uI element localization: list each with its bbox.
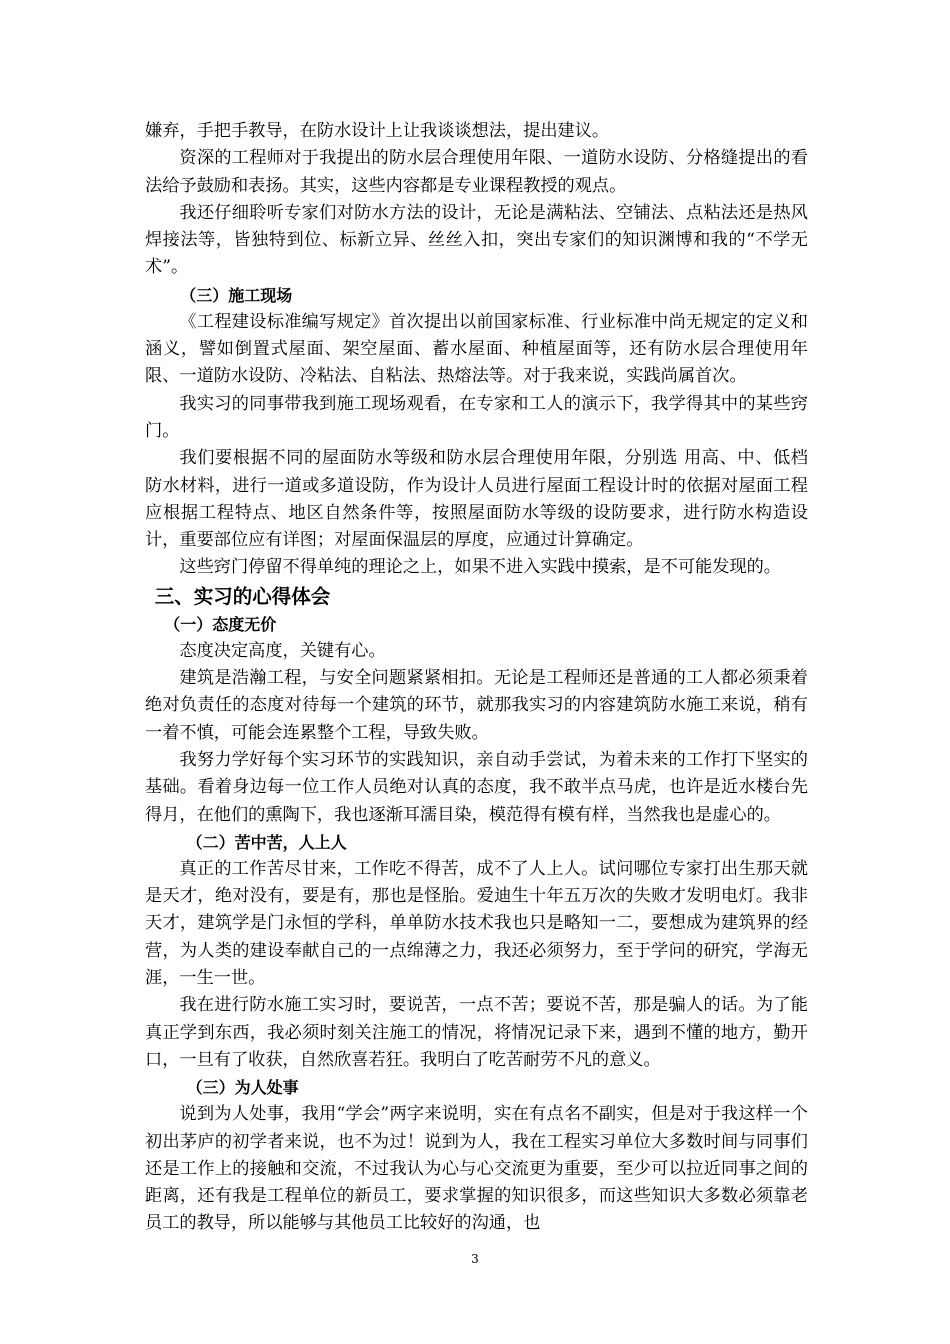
paragraph: 我们要根据不同的屋面防水等级和防水层合理使用年限，分别选 用高、中、低档 防水材料，进行一道或多道设防，作为设计人员进行屋面工程设计时的依据对屋面工程应根据工程特点、地区自然条件等，按照屋面防水等级的设防要求，进行防水构造设计，重要部位应有详图；对屋面保温层的厚度，应通过计算确定。 xyxy=(145,448,808,551)
page-number: 3 xyxy=(471,1252,479,1266)
paragraph: 嫌弃，手把手教导，在防水设计上让我谈谈想法，提出建议。 xyxy=(145,121,610,141)
paragraph: 资深的工程师对于我提出的防水层合理使用年限、一道防水设防、分格缝提出的看法给予鼓励和表扬。其实，这些内容都是专业课程教授的观点。 xyxy=(145,148,808,196)
section-heading-hardship: （二）苦中苦，人上人 xyxy=(186,832,347,852)
paragraph: 我努力学好每个实习环节的实践知识，亲自动手尝试，为着未来的工作打下坚实的基础。看着身边每一位工作人员绝对认真的态度，我不敢半点马虎，也许是近水楼台先得月，在他们的熏陶下，我也逐渐耳濡目染，模范得有模有样，当然我也是虚心的。 xyxy=(145,749,808,825)
paragraph: 说到为人处事，我用“学会”两字来说明，实在有点名不副实，但是对于我这样一个初出茅庐的初学者来说，也不为过！说到为人，我在工程实习单位大多数时间与同事们还是工作上的接触和交流，不过我认为心与心交流更为重要，至少可以拉近同事之间的距离，还有我是工程单位的新员工，要求掌握的知识很多，而这些知识大多数必须靠老员工的教导，所以能够与其他员工比较好的沟通，也 xyxy=(145,1104,808,1234)
paragraph: 《工程建设标准编写规定》首次提出以前国家标准、行业标准中尚无规定的定义和涵义，譬如倒置式屋面、架空屋面、蓄水屋面、种植屋面等，还有防水层合理使用年限、一道防水设防、冷粘法、自粘法、热熔法等。对于我来说，实践尚属首次。 xyxy=(145,311,808,387)
paragraph: 我在进行防水施工实习时，要说苦，一点不苦；要说不苦，那是骗人的话。为了能真正学到东西，我必须时刻关注施工的情况，将情况记录下来，遇到不懂的地方，勤开口，一旦有了收获，自然欣喜若狂。我明白了吃苦耐劳不凡的意义。 xyxy=(145,995,808,1070)
paragraph: 态度决定高度，关键有心。 xyxy=(179,640,386,661)
section-heading-attitude: （一）态度无价 xyxy=(164,614,277,634)
paragraph: 我还仔细聆听专家们对防水方法的设计，无论是满粘法、空铺法、点粘法还是热风焊接法等，皆独特到位、标新立异、丝丝入扣，突出专家们的知识渊博和我的“不学无术”。 xyxy=(145,202,808,278)
paragraph: 建筑是浩瀚工程，与安全问题紧紧相扣。无论是工程师还是普通的工人都必须秉着绝对负责任的态度对待每一个建筑的环节，就那我实习的内容建筑防水施工来说，稍有一着不慎，可能会连累整个工程，导致失败。 xyxy=(145,668,808,743)
section-heading-site: （三）施工现场 xyxy=(180,285,293,305)
paragraph: 我实习的同事带我到施工现场观看，在专家和工人的演示下，我学得其中的某些窍门。 xyxy=(145,393,808,441)
body-text xyxy=(145,118,808,1238)
paragraph: 这些窍门停留不得单纯的理论之上，如果不进入实践中摸索，是不可能发现的。 xyxy=(179,557,781,578)
paragraph: 真正的工作苦尽甘来，工作吃不得苦，成不了人上人。试问哪位专家打出生那天就是天才，绝对没有，要是有，那也是怪胎。爱迪生十年五万次的失败才发明电灯。我非天才，建筑学是门永恒的学科，单单防水技术我也只是略知一二，要想成为建筑界的经营，为人类的建设奉献自己的一点绵薄之力，我还必须努力，至于学问的研究，学海无涯，一生一世。 xyxy=(145,858,808,989)
section-heading-conduct: （三）为人处事 xyxy=(186,1078,299,1098)
chapter-heading-experience: 三、实习的心得体会 xyxy=(154,584,331,608)
